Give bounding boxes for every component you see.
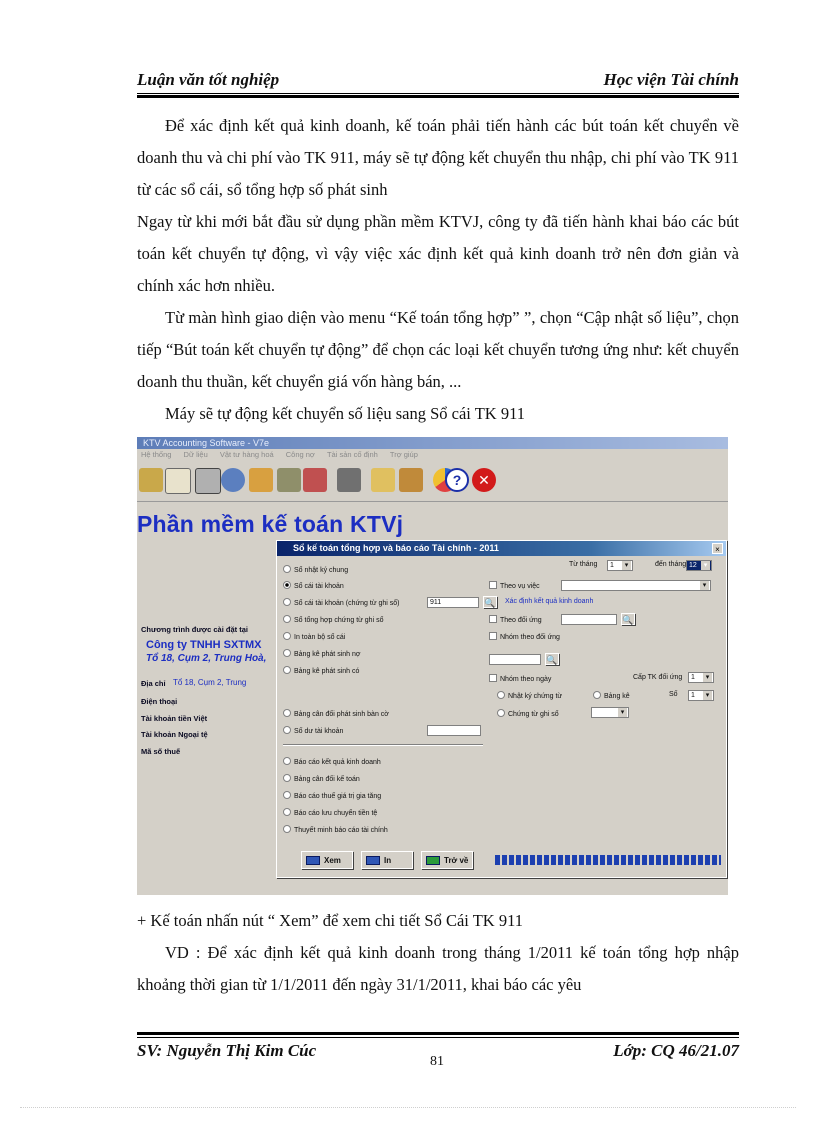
option-general-journal[interactable]	[283, 565, 348, 574]
vnd-account-label: Tài khoản tiền Việt	[141, 714, 208, 723]
option-account-balance-label: Số dư tài khoản	[294, 728, 344, 735]
option-notes-label: Thuyết minh báo cáo tài chính	[294, 827, 388, 834]
option-voucher-summary[interactable]	[283, 615, 383, 624]
option-trial-balance-label: Bảng cân đối phát sinh bàn cờ	[294, 711, 389, 718]
group-date-checkbox[interactable]	[489, 674, 551, 683]
option-print-all-ledgers-label: In toàn bộ sổ cái	[294, 634, 346, 641]
by-job-label: Theo vụ việc	[500, 583, 540, 590]
option-account-balance[interactable]	[283, 726, 343, 735]
option-credit-listing-label: Bảng kê phát sinh có	[294, 668, 360, 675]
group-partner-label: Nhóm theo đối ứng	[500, 634, 560, 641]
menu-bar	[137, 449, 728, 460]
option-voucher-summary-label: Sổ tổng hợp chứng từ ghi sổ	[294, 617, 384, 624]
option-notes[interactable]	[283, 825, 388, 834]
menu-item-system[interactable]: Hệ thống	[141, 450, 172, 459]
job-select[interactable]	[561, 580, 711, 591]
voucher-book-label: Chứng từ ghi sổ	[508, 711, 559, 718]
ledger-table-label: Bảng kê	[604, 693, 630, 700]
account-search-icon[interactable]: 🔍	[484, 598, 496, 608]
level-value: 1	[691, 674, 695, 681]
toolbar-cart-icon[interactable]	[249, 468, 273, 492]
journal-voucher-label: Nhật ký chứng từ	[508, 693, 563, 700]
app-title: Phần mềm kế toán KTVj	[137, 511, 404, 537]
fx-account-label: Tài khoản Ngoại tệ	[141, 730, 208, 739]
option-cash-flow-label: Báo cáo lưu chuyển tiền tệ	[294, 810, 378, 817]
toolbar	[137, 461, 728, 502]
option-balance-sheet[interactable]	[283, 774, 360, 783]
phone-label: Điện thoại	[141, 697, 178, 706]
to-month-select[interactable]	[686, 560, 712, 571]
header-rule-thin	[137, 93, 739, 94]
header-thesis-label: Luận văn tốt nghiệp	[137, 70, 280, 89]
partner-input[interactable]	[561, 614, 617, 625]
from-month-label: Từ tháng	[569, 561, 598, 568]
by-job-checkbox[interactable]	[489, 581, 540, 590]
level-label: Cấp TK đối ứng	[633, 674, 683, 681]
option-balance-sheet-label: Bảng cân đối kế toán	[294, 776, 360, 783]
by-partner-label: Theo đối ứng	[500, 617, 542, 624]
window-titlebar: KTV Accounting Software - V7e	[137, 437, 728, 449]
menu-item-data[interactable]: Dữ liệu	[183, 450, 208, 459]
to-month-value: 12	[689, 562, 697, 569]
option-account-ledger[interactable]	[283, 581, 344, 590]
to-month-label: đến tháng	[655, 561, 687, 568]
software-screenshot	[137, 437, 728, 895]
toolbar-printer-icon[interactable]	[337, 468, 361, 492]
toolbar-assets-icon[interactable]	[303, 468, 327, 492]
toolbar-cycle-icon[interactable]	[221, 468, 245, 492]
company-name: Công ty TNHH SXTMX	[146, 639, 262, 651]
header-rule-thick	[137, 95, 739, 98]
view-button[interactable]	[301, 851, 353, 869]
menu-item-fixed-assets[interactable]: Tài sản cố định	[326, 450, 378, 459]
tax-code-label: Mã số thuế	[141, 747, 181, 756]
print-button-label: In	[384, 856, 392, 865]
company-address-line: Tổ 18, Cụm 2, Trung Hoà,	[146, 653, 267, 664]
toolbar-package-icon[interactable]	[371, 468, 395, 492]
toolbar-cash-icon[interactable]	[139, 468, 163, 492]
footer-rule-thick	[137, 1032, 739, 1035]
toolbar-bank-icon[interactable]	[195, 468, 221, 494]
dialog-close-icon[interactable]: ×	[712, 543, 723, 554]
page-number: 81	[430, 1054, 444, 1069]
option-vat-report[interactable]	[283, 791, 381, 800]
from-month-select[interactable]	[607, 560, 633, 571]
separator	[283, 744, 483, 746]
dialog-title: Sổ kế toán tổng hợp và báo cáo Tài chính - 2011	[277, 541, 726, 556]
paragraph-4: Máy sẽ tự động kết chuyển số liệu sang Sổ cái TK 911	[165, 404, 525, 423]
number-value: 1	[691, 692, 695, 699]
option-ledger-voucher[interactable]	[283, 598, 399, 607]
option-debit-listing-label: Bảng kê phát sinh nợ	[294, 651, 361, 658]
listing-input[interactable]	[489, 654, 541, 665]
from-month-value: 1	[610, 562, 614, 569]
number-select[interactable]	[688, 690, 714, 701]
option-debit-listing[interactable]	[283, 649, 360, 658]
partner-search-icon[interactable]: 🔍	[622, 615, 634, 625]
address-value: Tổ 18, Cụm 2, Trung	[173, 678, 247, 687]
toolbar-box-icon[interactable]	[399, 468, 423, 492]
paragraph-5: + Kế toán nhấn nút “ Xem” để xem chi tiết Sổ Cái TK 911	[137, 911, 523, 930]
group-partner-checkbox[interactable]	[489, 632, 560, 641]
account-value: 911	[430, 599, 442, 606]
level-select[interactable]	[688, 672, 714, 683]
header-institution: Học viện Tài chính	[603, 70, 739, 89]
listing-search-icon[interactable]: 🔍	[546, 655, 558, 665]
installed-for-label: Chương trình được cài đặt tại	[141, 625, 248, 634]
option-print-all-ledgers[interactable]	[283, 632, 345, 641]
journal-voucher-radio[interactable]	[497, 691, 562, 700]
page-header	[137, 70, 739, 92]
group-date-label: Nhóm theo ngày	[500, 676, 552, 683]
option-cash-flow[interactable]	[283, 808, 377, 817]
option-account-ledger-label: Sổ cái tài khoản	[294, 583, 344, 590]
footer-class: Lớp: CQ 46/21.07	[613, 1041, 739, 1060]
menu-item-help[interactable]: Trợ giúp	[389, 450, 418, 459]
paragraph-6: VD : Để xác định kết quả kinh doanh trong tháng 1/2011 kế toán tổng hợp nhập khoảng thời gian từ 1/1/2011 đến ngày 31/1/2011, khai báo các yêu	[137, 943, 739, 994]
account-balance-input[interactable]	[427, 725, 481, 736]
option-income-statement-label: Báo cáo kết quả kinh doanh	[294, 759, 381, 766]
menu-item-inventory[interactable]: Vật tư hàng hoá	[219, 450, 274, 459]
business-result-link[interactable]: Xác định kết quả kinh doanh	[505, 598, 594, 605]
toolbar-report-icon[interactable]	[165, 468, 191, 494]
print-button[interactable]	[361, 851, 413, 869]
option-vat-report-label: Báo cáo thuế giá trị gia tăng	[294, 793, 382, 800]
toolbar-help-icon[interactable]: ?	[445, 468, 469, 492]
footer-student-name: SV: Nguyễn Thị Kim Cúc	[137, 1041, 317, 1060]
by-partner-checkbox[interactable]	[489, 615, 542, 624]
option-trial-balance[interactable]	[283, 709, 389, 718]
option-general-journal-label: Sổ nhật ký chung	[294, 567, 349, 574]
paragraph-1: Để xác định kết quả kinh doanh, kế toán phải tiến hành các bút toán kết chuyển về doanh thu và chi phí vào TK 911, máy sẽ tự động kết chuyển thu nhập, chi phí vào TK 911 từ các sổ cái, sổ tổng hợp số phát sinh	[137, 116, 739, 199]
option-ledger-voucher-label: Sổ cái tài khoản (chứng từ ghi sổ)	[294, 600, 400, 607]
view-icon	[306, 856, 320, 865]
paragraph-2: Ngay từ khi mới bắt đầu sử dụng phần mềm KTVJ, công ty đã tiến hành khai báo các bút toán kết chuyển tự động, vì vậy việc xác định kết quả kinh doanh trở nên đơn giản và chính xác hơn nhiều.	[137, 212, 739, 295]
menu-item-debts[interactable]: Công nợ	[285, 450, 315, 459]
address-label: Địa chỉ	[141, 679, 166, 688]
voucher-book-radio[interactable]	[497, 709, 559, 718]
paragraph-3: Từ màn hình giao diện vào menu “Kế toán tổng hợp” ”, chọn “Cập nhật số liệu”, chọn tiếp “Bút toán kết chuyển tự động” để chọn các loại kết chuyển tương ứng như: kết chuyển doanh thu thuần, kết chuyển giá vốn hàng bán, ...	[137, 308, 739, 391]
ledger-table-radio[interactable]	[593, 691, 630, 700]
number-label: Số	[669, 691, 678, 698]
toolbar-exit-icon[interactable]: ✕	[472, 468, 496, 492]
back-button[interactable]	[421, 851, 473, 869]
voucher-book-select[interactable]	[591, 707, 629, 718]
back-icon	[426, 856, 440, 865]
footer-rule-thin	[137, 1037, 739, 1038]
option-income-statement[interactable]	[283, 757, 381, 766]
report-dialog	[276, 540, 727, 878]
account-input[interactable]	[427, 597, 479, 608]
print-icon	[366, 856, 380, 865]
view-button-label: Xem	[324, 856, 341, 865]
toolbar-goods-icon[interactable]	[277, 468, 301, 492]
option-credit-listing[interactable]	[283, 666, 359, 675]
progress-bar	[495, 855, 721, 865]
back-button-label: Trở về	[444, 856, 469, 865]
bottom-dotted-border	[20, 1107, 796, 1108]
